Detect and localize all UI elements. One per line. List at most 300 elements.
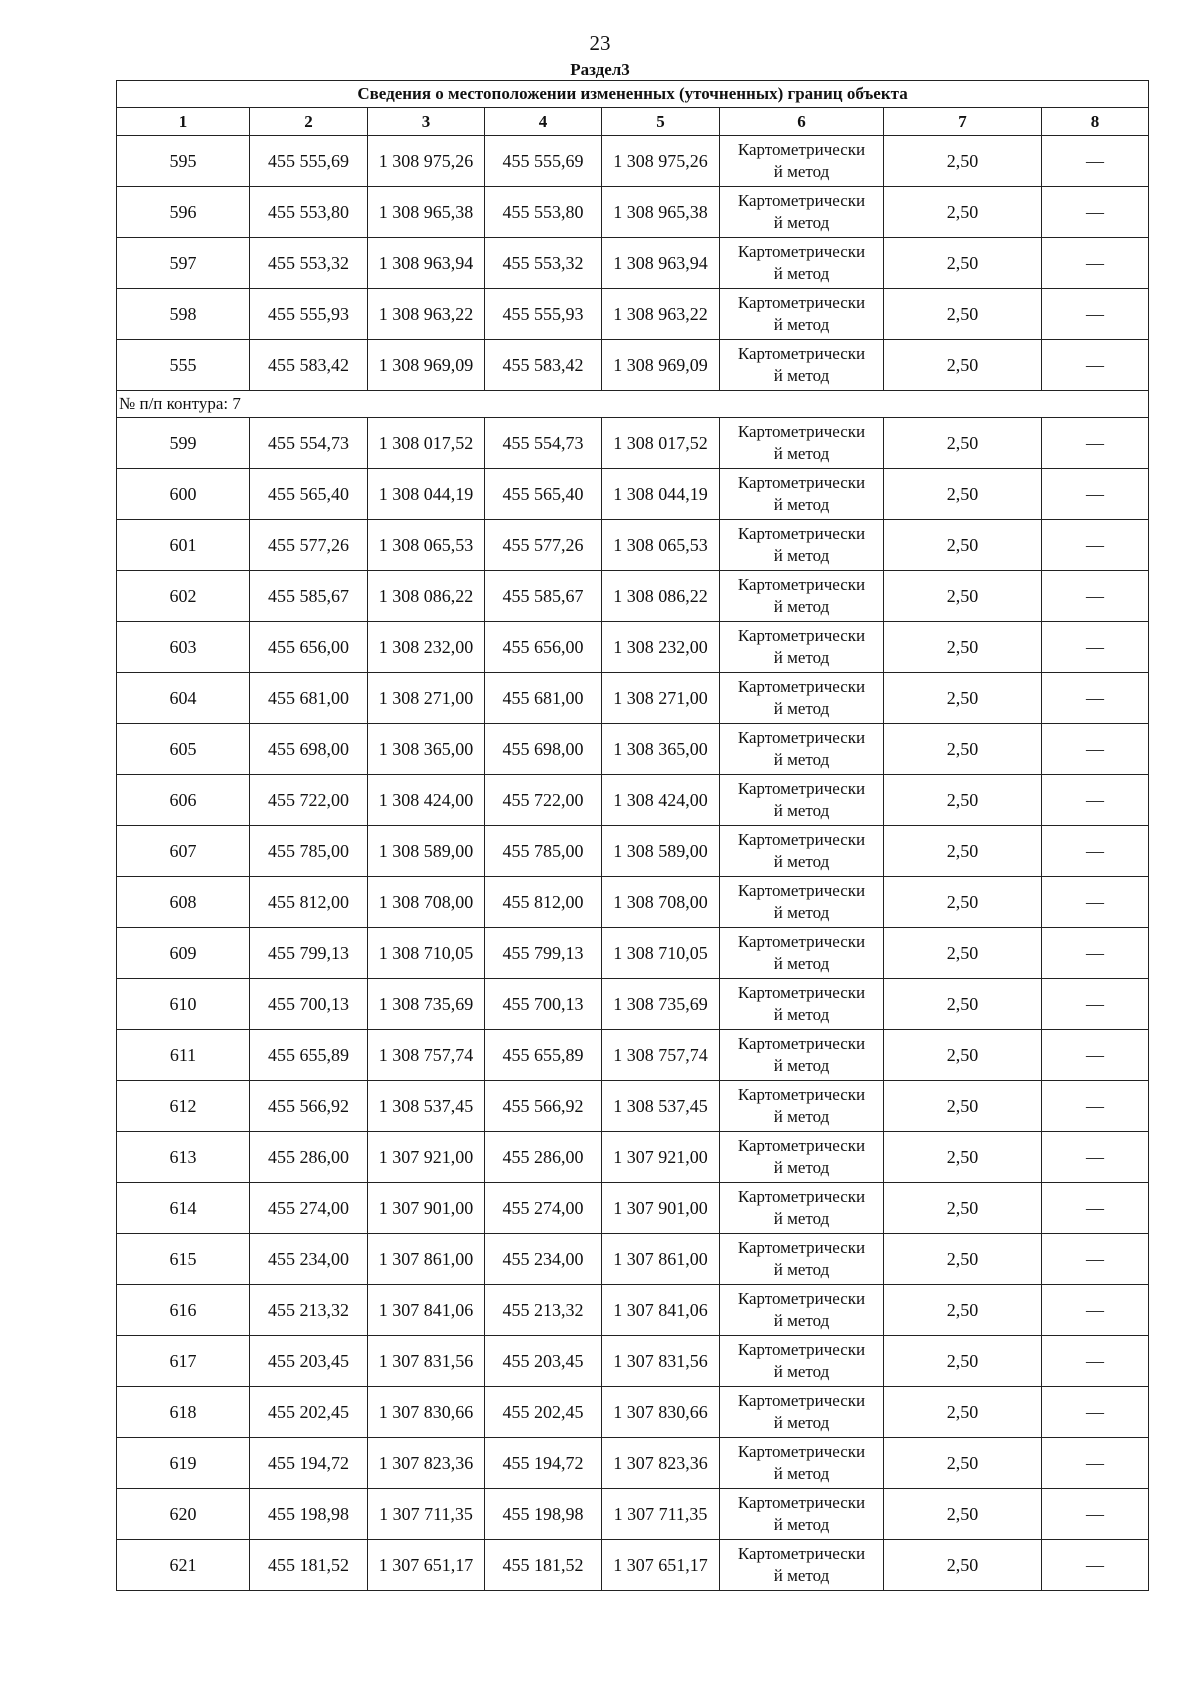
- y-existing-cell: 1 308 424,00: [368, 775, 485, 826]
- point-number-cell: 607: [117, 826, 250, 877]
- x-existing-cell: 455 554,73: [250, 418, 368, 469]
- method-text-line1: Картометрически: [737, 1442, 866, 1461]
- y-new-cell: 1 307 831,56: [602, 1336, 720, 1387]
- y-new-cell: 1 307 841,06: [602, 1285, 720, 1336]
- point-number-cell: 613: [117, 1132, 250, 1183]
- point-number-cell: 603: [117, 622, 250, 673]
- y-new-cell: 1 308 424,00: [602, 775, 720, 826]
- note-cell: —: [1042, 1234, 1149, 1285]
- x-new-cell: 455 577,26: [485, 520, 602, 571]
- note-cell: —: [1042, 1132, 1149, 1183]
- point-number-cell: 609: [117, 928, 250, 979]
- y-new-cell: 1 308 975,26: [602, 136, 720, 187]
- accuracy-cell: 2,50: [884, 1030, 1042, 1081]
- method-text-line1: Картометрически: [737, 344, 866, 363]
- method-cell: [720, 928, 884, 979]
- method-text-line1: Картометрически: [737, 473, 866, 492]
- table-body: [117, 136, 1149, 1591]
- method-cell: [720, 520, 884, 571]
- method-text-line1: Картометрически: [737, 575, 866, 594]
- point-number-cell: 598: [117, 289, 250, 340]
- method-text-line2: й метод: [773, 750, 830, 769]
- table-row: [117, 187, 1149, 238]
- method-text-line2: й метод: [773, 546, 830, 565]
- accuracy-cell: 2,50: [884, 1336, 1042, 1387]
- x-new-cell: 455 555,69: [485, 136, 602, 187]
- x-new-cell: 455 722,00: [485, 775, 602, 826]
- method-cell: [720, 469, 884, 520]
- x-existing-cell: 455 198,98: [250, 1489, 368, 1540]
- method-cell: [720, 289, 884, 340]
- table-row: [117, 1489, 1149, 1540]
- method-cell: [720, 1285, 884, 1336]
- method-text-line2: й метод: [773, 444, 830, 463]
- table-row: [117, 1438, 1149, 1489]
- x-existing-cell: 455 799,13: [250, 928, 368, 979]
- y-existing-cell: 1 308 735,69: [368, 979, 485, 1030]
- accuracy-cell: 2,50: [884, 238, 1042, 289]
- method-text-line2: й метод: [773, 366, 830, 385]
- y-existing-cell: 1 308 365,00: [368, 724, 485, 775]
- y-new-cell: 1 308 537,45: [602, 1081, 720, 1132]
- y-new-cell: 1 307 823,36: [602, 1438, 720, 1489]
- accuracy-cell: 2,50: [884, 979, 1042, 1030]
- note-cell: —: [1042, 1081, 1149, 1132]
- method-text-line2: й метод: [773, 954, 830, 973]
- note-cell: —: [1042, 775, 1149, 826]
- note-cell: —: [1042, 520, 1149, 571]
- column-number-row: [117, 108, 1149, 136]
- x-existing-cell: 455 585,67: [250, 571, 368, 622]
- accuracy-cell: 2,50: [884, 826, 1042, 877]
- method-cell: [720, 1030, 884, 1081]
- x-existing-cell: 455 555,93: [250, 289, 368, 340]
- y-new-cell: 1 308 365,00: [602, 724, 720, 775]
- method-text-line1: Картометрически: [737, 1391, 866, 1410]
- x-existing-cell: 455 234,00: [250, 1234, 368, 1285]
- x-new-cell: 455 553,80: [485, 187, 602, 238]
- x-new-cell: 455 286,00: [485, 1132, 602, 1183]
- method-text-line2: й метод: [773, 495, 830, 514]
- note-cell: —: [1042, 1540, 1149, 1591]
- x-existing-cell: 455 698,00: [250, 724, 368, 775]
- method-text-line1: Картометрически: [737, 1238, 866, 1257]
- y-existing-cell: 1 307 823,36: [368, 1438, 485, 1489]
- method-cell: [720, 1438, 884, 1489]
- method-text-line2: й метод: [773, 1464, 830, 1483]
- x-new-cell: 455 655,89: [485, 1030, 602, 1081]
- accuracy-cell: 2,50: [884, 187, 1042, 238]
- y-new-cell: 1 308 963,94: [602, 238, 720, 289]
- accuracy-cell: 2,50: [884, 1438, 1042, 1489]
- x-new-cell: 455 785,00: [485, 826, 602, 877]
- method-cell: [720, 826, 884, 877]
- note-cell: —: [1042, 1030, 1149, 1081]
- method-text-line2: й метод: [773, 801, 830, 820]
- section-title: Раздел3: [570, 60, 630, 79]
- method-cell: [720, 1132, 884, 1183]
- table-caption-row: [117, 81, 1149, 108]
- accuracy-cell: 2,50: [884, 1285, 1042, 1336]
- point-number-cell: 619: [117, 1438, 250, 1489]
- column-number: 2: [250, 108, 368, 136]
- y-existing-cell: 1 308 017,52: [368, 418, 485, 469]
- y-existing-cell: 1 308 710,05: [368, 928, 485, 979]
- x-new-cell: 455 555,93: [485, 289, 602, 340]
- method-cell: [720, 775, 884, 826]
- point-number-cell: 617: [117, 1336, 250, 1387]
- table-row: [117, 673, 1149, 724]
- method-text-line2: й метод: [773, 1362, 830, 1381]
- y-existing-cell: 1 307 921,00: [368, 1132, 485, 1183]
- note-cell: —: [1042, 571, 1149, 622]
- y-existing-cell: 1 307 861,00: [368, 1234, 485, 1285]
- method-text-line1: Картометрически: [737, 830, 866, 849]
- point-number-cell: 600: [117, 469, 250, 520]
- x-new-cell: 455 700,13: [485, 979, 602, 1030]
- x-existing-cell: 455 213,32: [250, 1285, 368, 1336]
- method-text-line1: Картометрически: [737, 779, 866, 798]
- contour-label: № п/п контура: 7: [117, 391, 1149, 418]
- method-text-line1: Картометрически: [737, 1136, 866, 1155]
- method-text-line2: й метод: [773, 213, 830, 232]
- y-existing-cell: 1 308 963,94: [368, 238, 485, 289]
- point-number-cell: 610: [117, 979, 250, 1030]
- note-cell: —: [1042, 469, 1149, 520]
- x-existing-cell: 455 553,32: [250, 238, 368, 289]
- method-text-line2: й метод: [773, 1566, 830, 1585]
- method-cell: [720, 979, 884, 1030]
- note-cell: —: [1042, 622, 1149, 673]
- x-existing-cell: 455 565,40: [250, 469, 368, 520]
- y-existing-cell: 1 307 841,06: [368, 1285, 485, 1336]
- note-cell: —: [1042, 1438, 1149, 1489]
- table-row: [117, 136, 1149, 187]
- table-row: [117, 418, 1149, 469]
- y-existing-cell: 1 308 086,22: [368, 571, 485, 622]
- x-new-cell: 455 812,00: [485, 877, 602, 928]
- x-new-cell: 455 234,00: [485, 1234, 602, 1285]
- method-text-line2: й метод: [773, 1005, 830, 1024]
- note-cell: —: [1042, 1336, 1149, 1387]
- y-new-cell: 1 308 757,74: [602, 1030, 720, 1081]
- method-text-line2: й метод: [773, 1209, 830, 1228]
- column-number: 8: [1042, 108, 1149, 136]
- note-cell: —: [1042, 1285, 1149, 1336]
- y-existing-cell: 1 307 830,66: [368, 1387, 485, 1438]
- x-new-cell: 455 202,45: [485, 1387, 602, 1438]
- point-number-cell: 616: [117, 1285, 250, 1336]
- x-existing-cell: 455 700,13: [250, 979, 368, 1030]
- method-text-line1: Картометрически: [737, 1493, 866, 1512]
- point-number-cell: 611: [117, 1030, 250, 1081]
- note-cell: —: [1042, 928, 1149, 979]
- method-cell: [720, 571, 884, 622]
- x-existing-cell: 455 194,72: [250, 1438, 368, 1489]
- accuracy-cell: 2,50: [884, 1489, 1042, 1540]
- boundary-coordinates-table: [116, 80, 1149, 1591]
- table-row: [117, 1540, 1149, 1591]
- note-cell: —: [1042, 673, 1149, 724]
- method-cell: [720, 340, 884, 391]
- method-text-line1: Картометрически: [737, 140, 866, 159]
- table-row: [117, 979, 1149, 1030]
- table-caption: Сведения о местоположении измененных (уточненных) границ объекта: [117, 81, 1149, 108]
- method-text-line2: й метод: [773, 315, 830, 334]
- method-text-line2: й метод: [773, 1260, 830, 1279]
- method-text-line1: Картометрически: [737, 191, 866, 210]
- y-existing-cell: 1 307 651,17: [368, 1540, 485, 1591]
- method-text-line1: Картометрически: [737, 1289, 866, 1308]
- x-new-cell: 455 565,40: [485, 469, 602, 520]
- y-new-cell: 1 308 271,00: [602, 673, 720, 724]
- x-existing-cell: 455 286,00: [250, 1132, 368, 1183]
- table-row: [117, 1081, 1149, 1132]
- column-number: 7: [884, 108, 1042, 136]
- accuracy-cell: 2,50: [884, 340, 1042, 391]
- x-new-cell: 455 203,45: [485, 1336, 602, 1387]
- x-existing-cell: 455 583,42: [250, 340, 368, 391]
- point-number-cell: 621: [117, 1540, 250, 1591]
- x-existing-cell: 455 203,45: [250, 1336, 368, 1387]
- y-existing-cell: 1 308 757,74: [368, 1030, 485, 1081]
- method-text-line2: й метод: [773, 1311, 830, 1330]
- method-text-line1: Картометрически: [737, 1187, 866, 1206]
- accuracy-cell: 2,50: [884, 1081, 1042, 1132]
- note-cell: —: [1042, 136, 1149, 187]
- y-existing-cell: 1 308 232,00: [368, 622, 485, 673]
- accuracy-cell: 2,50: [884, 571, 1042, 622]
- y-new-cell: 1 308 708,00: [602, 877, 720, 928]
- x-existing-cell: 455 181,52: [250, 1540, 368, 1591]
- accuracy-cell: 2,50: [884, 622, 1042, 673]
- y-new-cell: 1 308 710,05: [602, 928, 720, 979]
- note-cell: —: [1042, 340, 1149, 391]
- point-number-cell: 608: [117, 877, 250, 928]
- x-existing-cell: 455 681,00: [250, 673, 368, 724]
- point-number-cell: 596: [117, 187, 250, 238]
- contour-row: [117, 391, 1149, 418]
- y-new-cell: 1 308 589,00: [602, 826, 720, 877]
- accuracy-cell: 2,50: [884, 418, 1042, 469]
- x-new-cell: 455 681,00: [485, 673, 602, 724]
- x-new-cell: 455 566,92: [485, 1081, 602, 1132]
- y-new-cell: 1 307 921,00: [602, 1132, 720, 1183]
- table-row: [117, 928, 1149, 979]
- note-cell: —: [1042, 289, 1149, 340]
- x-new-cell: 455 194,72: [485, 1438, 602, 1489]
- point-number-cell: 618: [117, 1387, 250, 1438]
- accuracy-cell: 2,50: [884, 136, 1042, 187]
- table-row: [117, 340, 1149, 391]
- y-new-cell: 1 307 651,17: [602, 1540, 720, 1591]
- note-cell: —: [1042, 877, 1149, 928]
- table-row: [117, 238, 1149, 289]
- method-text-line2: й метод: [773, 162, 830, 181]
- method-text-line1: Картометрически: [737, 983, 866, 1002]
- table-row: [117, 1336, 1149, 1387]
- note-cell: —: [1042, 1183, 1149, 1234]
- accuracy-cell: 2,50: [884, 877, 1042, 928]
- table-row: [117, 469, 1149, 520]
- x-new-cell: 455 583,42: [485, 340, 602, 391]
- x-new-cell: 455 274,00: [485, 1183, 602, 1234]
- accuracy-cell: 2,50: [884, 1132, 1042, 1183]
- y-existing-cell: 1 308 708,00: [368, 877, 485, 928]
- y-existing-cell: 1 308 065,53: [368, 520, 485, 571]
- method-text-line1: Картометрически: [737, 881, 866, 900]
- column-number: 5: [602, 108, 720, 136]
- table-row: [117, 1387, 1149, 1438]
- y-new-cell: 1 307 711,35: [602, 1489, 720, 1540]
- x-new-cell: 455 553,32: [485, 238, 602, 289]
- table-row: [117, 622, 1149, 673]
- method-cell: [720, 1489, 884, 1540]
- note-cell: —: [1042, 1387, 1149, 1438]
- method-cell: [720, 1081, 884, 1132]
- point-number-cell: 597: [117, 238, 250, 289]
- y-existing-cell: 1 307 831,56: [368, 1336, 485, 1387]
- method-text-line1: Картометрически: [737, 677, 866, 696]
- x-new-cell: 455 799,13: [485, 928, 602, 979]
- table-row: [117, 1183, 1149, 1234]
- column-number: 4: [485, 108, 602, 136]
- accuracy-cell: 2,50: [884, 1183, 1042, 1234]
- method-cell: [720, 1183, 884, 1234]
- point-number-cell: 602: [117, 571, 250, 622]
- method-text-line2: й метод: [773, 1413, 830, 1432]
- point-number-cell: 604: [117, 673, 250, 724]
- method-text-line2: й метод: [773, 1158, 830, 1177]
- method-text-line2: й метод: [773, 1056, 830, 1075]
- y-new-cell: 1 308 232,00: [602, 622, 720, 673]
- y-new-cell: 1 308 969,09: [602, 340, 720, 391]
- method-cell: [720, 622, 884, 673]
- page-number: 23: [589, 31, 611, 55]
- accuracy-cell: 2,50: [884, 928, 1042, 979]
- method-cell: [720, 724, 884, 775]
- x-existing-cell: 455 656,00: [250, 622, 368, 673]
- method-cell: [720, 877, 884, 928]
- method-text-line2: й метод: [773, 1107, 830, 1126]
- y-new-cell: 1 308 735,69: [602, 979, 720, 1030]
- y-new-cell: 1 308 044,19: [602, 469, 720, 520]
- y-new-cell: 1 308 963,22: [602, 289, 720, 340]
- y-new-cell: 1 307 861,00: [602, 1234, 720, 1285]
- accuracy-cell: 2,50: [884, 289, 1042, 340]
- x-existing-cell: 455 785,00: [250, 826, 368, 877]
- method-text-line1: Картометрически: [737, 422, 866, 441]
- accuracy-cell: 2,50: [884, 520, 1042, 571]
- method-text-line1: Картометрически: [737, 1085, 866, 1104]
- note-cell: —: [1042, 238, 1149, 289]
- x-existing-cell: 455 566,92: [250, 1081, 368, 1132]
- method-text-line1: Картометрически: [737, 1340, 866, 1359]
- point-number-cell: 601: [117, 520, 250, 571]
- method-text-line2: й метод: [773, 1515, 830, 1534]
- table-row: [117, 826, 1149, 877]
- method-text-line1: Картометрически: [737, 1544, 866, 1563]
- x-existing-cell: 455 555,69: [250, 136, 368, 187]
- accuracy-cell: 2,50: [884, 469, 1042, 520]
- accuracy-cell: 2,50: [884, 724, 1042, 775]
- y-existing-cell: 1 308 271,00: [368, 673, 485, 724]
- method-cell: [720, 187, 884, 238]
- table-row: [117, 1234, 1149, 1285]
- accuracy-cell: 2,50: [884, 775, 1042, 826]
- accuracy-cell: 2,50: [884, 1387, 1042, 1438]
- accuracy-cell: 2,50: [884, 1540, 1042, 1591]
- method-cell: [720, 238, 884, 289]
- table-row: [117, 1030, 1149, 1081]
- method-text-line2: й метод: [773, 852, 830, 871]
- x-existing-cell: 455 812,00: [250, 877, 368, 928]
- x-new-cell: 455 656,00: [485, 622, 602, 673]
- table-row: [117, 571, 1149, 622]
- y-new-cell: 1 308 065,53: [602, 520, 720, 571]
- y-new-cell: 1 307 901,00: [602, 1183, 720, 1234]
- x-new-cell: 455 698,00: [485, 724, 602, 775]
- accuracy-cell: 2,50: [884, 1234, 1042, 1285]
- note-cell: —: [1042, 1489, 1149, 1540]
- y-existing-cell: 1 308 044,19: [368, 469, 485, 520]
- method-text-line1: Картометрически: [737, 626, 866, 645]
- table-row: [117, 877, 1149, 928]
- method-text-line1: Картометрически: [737, 728, 866, 747]
- y-existing-cell: 1 308 963,22: [368, 289, 485, 340]
- column-number: 3: [368, 108, 485, 136]
- column-number: 6: [720, 108, 884, 136]
- y-existing-cell: 1 308 965,38: [368, 187, 485, 238]
- table-row: [117, 775, 1149, 826]
- x-new-cell: 455 213,32: [485, 1285, 602, 1336]
- method-text-line1: Картометрически: [737, 293, 866, 312]
- note-cell: —: [1042, 979, 1149, 1030]
- method-cell: [720, 1336, 884, 1387]
- method-cell: [720, 1234, 884, 1285]
- method-text-line2: й метод: [773, 597, 830, 616]
- point-number-cell: 614: [117, 1183, 250, 1234]
- y-existing-cell: 1 308 969,09: [368, 340, 485, 391]
- method-text-line2: й метод: [773, 648, 830, 667]
- method-text-line1: Картометрически: [737, 242, 866, 261]
- y-existing-cell: 1 307 711,35: [368, 1489, 485, 1540]
- x-new-cell: 455 554,73: [485, 418, 602, 469]
- method-cell: [720, 418, 884, 469]
- table-row: [117, 1132, 1149, 1183]
- point-number-cell: 620: [117, 1489, 250, 1540]
- method-text-line1: Картометрически: [737, 524, 866, 543]
- point-number-cell: 606: [117, 775, 250, 826]
- method-text-line1: Картометрически: [737, 1034, 866, 1053]
- method-text-line2: й метод: [773, 699, 830, 718]
- x-existing-cell: 455 202,45: [250, 1387, 368, 1438]
- method-text-line2: й метод: [773, 264, 830, 283]
- note-cell: —: [1042, 724, 1149, 775]
- table-row: [117, 1285, 1149, 1336]
- method-text-line1: Картометрически: [737, 932, 866, 951]
- x-existing-cell: 455 655,89: [250, 1030, 368, 1081]
- accuracy-cell: 2,50: [884, 673, 1042, 724]
- x-new-cell: 455 585,67: [485, 571, 602, 622]
- point-number-cell: 605: [117, 724, 250, 775]
- column-number: 1: [117, 108, 250, 136]
- y-existing-cell: 1 308 589,00: [368, 826, 485, 877]
- y-new-cell: 1 308 086,22: [602, 571, 720, 622]
- x-existing-cell: 455 722,00: [250, 775, 368, 826]
- x-new-cell: 455 198,98: [485, 1489, 602, 1540]
- point-number-cell: 595: [117, 136, 250, 187]
